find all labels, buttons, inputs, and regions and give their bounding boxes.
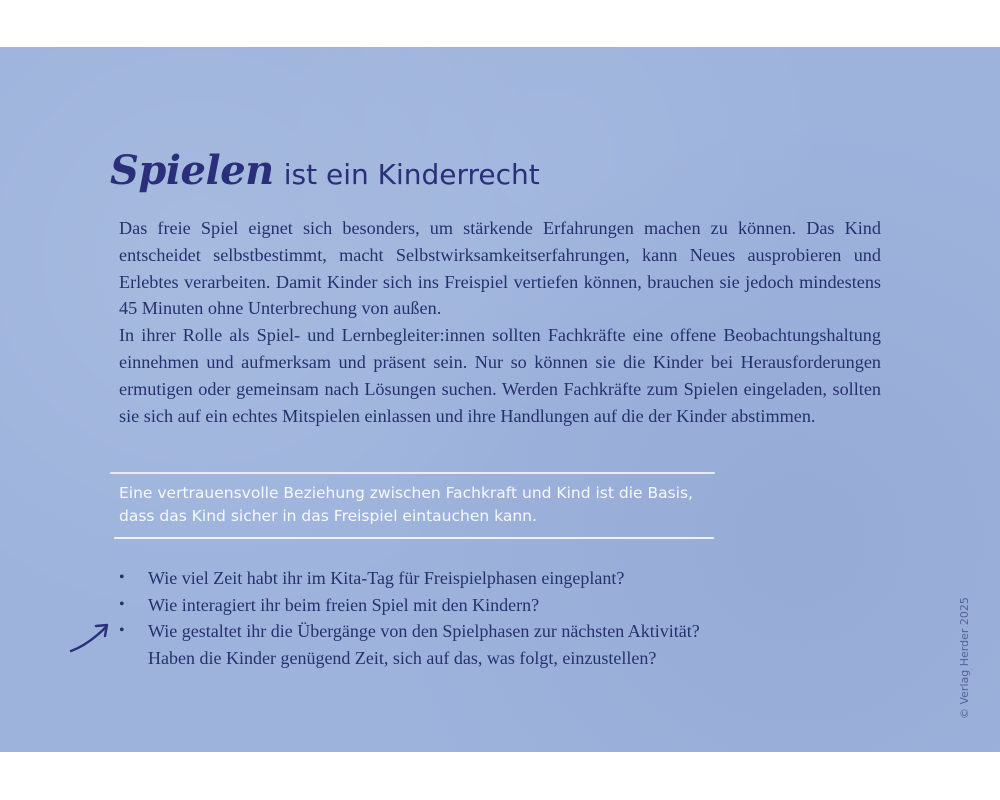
quote-text	[119, 482, 719, 528]
bullet: •	[119, 595, 125, 613]
list-item	[119, 592, 819, 619]
bullet: •	[119, 569, 125, 586]
bullet: •	[119, 622, 125, 639]
arrow-up-right-icon	[68, 619, 114, 655]
title-script-word: Spielen	[110, 147, 274, 194]
question-list	[119, 565, 819, 671]
question-text: Wie interagiert ihr beim freien Spiel mit den Kindern?	[148, 594, 540, 615]
quote-divider-bottom	[114, 537, 714, 539]
card	[0, 47, 1000, 752]
question-text: Wie viel Zeit habt ihr im Kita-Tag für Freispielphasen eingeplant?	[148, 568, 625, 588]
copyright-notice: © Verlag Herder 2025	[958, 597, 971, 719]
highlight-quote	[110, 469, 720, 541]
paragraph-2: In ihrer Rolle als Spiel- und Lernbegleiter:innen sollten Fachkräfte eine offene Beobachtungshaltung einnehmen und aufmerksam und präsent sein. Nur so können sie die Kinder bei Herausforderungen ermutigen oder gemeinsam nach Lösungen suchen. Werden Fachkräfte zum Spielen eingeladen, sollten sie sich auf ein echtes Mitspielen einlassen und ihre Handlungen auf die der Kinder abstimmen.	[119, 325, 881, 426]
page-title	[110, 147, 540, 207]
body-text	[119, 215, 881, 429]
quote-line-1: Eine vertrauensvolle Beziehung zwischen Fachkraft und Kind ist die Basis,	[119, 484, 693, 502]
quote-line-2: dass das Kind sicher in das Freispiel eintauchen kann.	[119, 507, 537, 525]
list-item	[119, 618, 819, 671]
paragraph-1: Das freie Spiel eignet sich besonders, um stärkende Erfahrungen machen zu können. Das Kind entscheidet selbstbestimmt, macht Selbstwirksamkeitserfahrungen, kann Neues ausprobieren und Erlebtes verarbeiten. Damit Kinder sich ins Freispiel vertiefen können, brauchen sie jedoch mindestens 45 Minuten ohne Unterbrechung von außen.	[119, 218, 881, 319]
question-continuation: Haben die Kinder genügend Zeit, sich auf das, was folgt, einzustellen?	[148, 647, 657, 668]
title-rest: ist ein Kinderrecht	[283, 158, 540, 191]
quote-divider-top	[110, 472, 715, 474]
list-item	[119, 565, 819, 592]
question-text: Wie gestaltet ihr die Übergänge von den Spielphasen zur nächsten Aktivität?	[148, 621, 700, 641]
